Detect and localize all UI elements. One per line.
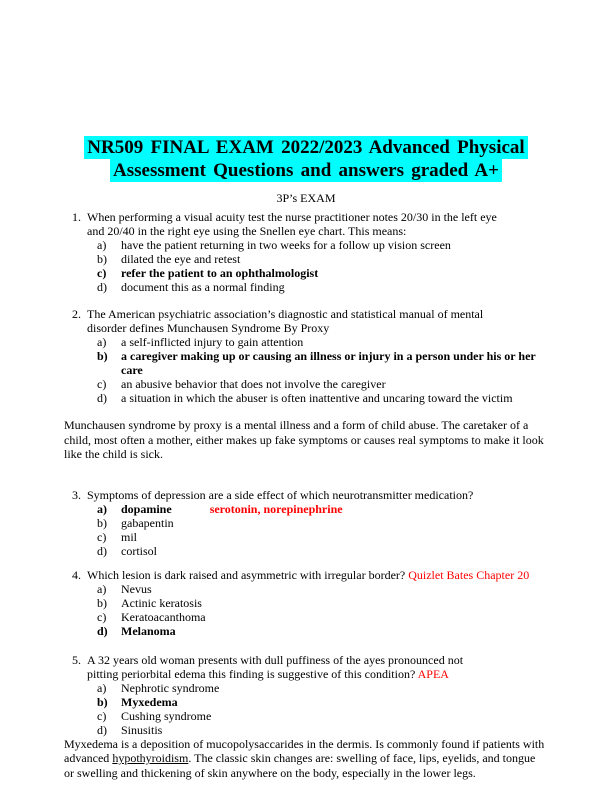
option-text: Myxedema [121, 694, 178, 709]
question-4-option-d-answer [64, 624, 548, 638]
question-3-option-b [64, 516, 548, 530]
answer-annotation-red: serotonin, norepinephrine [209, 501, 343, 516]
option-text: mil [121, 529, 138, 544]
option-letter: b) [97, 349, 108, 363]
option-text: a situation in which the abuser is often inattentive and uncaring toward the victim [121, 391, 513, 405]
option-text: dopamine [121, 501, 172, 516]
question-3-number: 3. [72, 487, 81, 502]
option-text: refer the patient to an ophthalmologist [121, 266, 319, 280]
option-letter: a) [97, 501, 107, 516]
option-letter: a) [97, 335, 107, 349]
question-2-option-b-answer [64, 349, 548, 377]
question-2 [64, 307, 548, 405]
option-text: Keratoacanthoma [121, 609, 206, 624]
question-3-option-c [64, 530, 548, 544]
option-text: Actinic keratosis [121, 595, 202, 610]
option-letter: a) [97, 238, 107, 252]
question-5-text-line1: A 32 years old woman presents with dull puffiness of the ayes pronounced not [87, 652, 464, 667]
question-5-text-line2: pitting periorbital edema this finding is suggestive of this condition? [87, 666, 416, 681]
option-text: Nevus [121, 581, 152, 596]
option-text: have the patient returning in two weeks for a follow up vision screen [121, 238, 451, 252]
question-4-stem [64, 568, 548, 582]
question-3-option-d [64, 544, 548, 558]
question-1-text-line1: When performing a visual acuity test the nurse practitioner notes 20/30 in the left eye [87, 210, 497, 224]
source-annotation-red: Quizlet Bates Chapter 20 [408, 567, 530, 582]
question-4 [64, 568, 548, 638]
question-4-option-c [64, 610, 548, 624]
question-1-stem [64, 210, 548, 238]
question-1-text-line2: and 20/40 in the right eye using the Snellen eye chart. This means: [87, 224, 407, 238]
option-letter: d) [97, 391, 107, 405]
question-5 [64, 653, 548, 737]
exam-title-text: NR509 FINAL EXAM 2022/2023 Advanced Physical Assessment Questions and answers graded A+ [84, 136, 527, 182]
option-letter: b) [97, 515, 107, 530]
question-3 [64, 488, 548, 558]
option-letter: a) [97, 680, 107, 695]
option-letter: b) [97, 694, 108, 709]
option-text: a self-inflicted injury to gain attention [121, 335, 304, 349]
exam-subtitle: 3P’s EXAM [276, 191, 336, 205]
question-4-option-b [64, 596, 548, 610]
question-5-number: 5. [72, 652, 81, 667]
question-1-option-c-answer [64, 266, 548, 280]
option-letter: b) [97, 595, 107, 610]
source-annotation-red: APEA [417, 666, 449, 681]
question-1 [64, 210, 548, 294]
question-2-option-d [64, 391, 548, 405]
note-myxedema-underlined-term: hypothyroidism [112, 751, 189, 765]
question-4-option-a [64, 582, 548, 596]
option-letter: c) [97, 529, 107, 544]
question-2-option-c [64, 377, 548, 391]
question-2-text-line1: The American psychiatric association’s diagnostic and statistical manual of mental [87, 307, 484, 321]
option-text: gabapentin [121, 515, 174, 530]
question-5-option-a [64, 681, 548, 695]
option-text: cortisol [121, 543, 157, 558]
question-1-number: 1. [72, 210, 81, 224]
note-myxedema-part1: Myxedema is a deposition of mucopolysaccarides in the dermis. Is commonly found if patients with advanced [64, 736, 545, 765]
option-letter: d) [97, 280, 107, 294]
question-2-text-line2: disorder defines Munchausen Syndrome By Proxy [87, 321, 330, 335]
option-text: Nephrotic syndrome [121, 680, 220, 695]
question-2-stem [64, 307, 548, 335]
option-letter: a) [97, 581, 107, 596]
note-munchausen: Munchausen syndrome by proxy is a mental illness and a form of child abuse. The caretaker of a child, most often a mother, either makes up fake symptoms or causes real symptoms to make it look like the child is sick. [64, 418, 544, 461]
question-3-text-line1: Symptoms of depression are a side effect of which neurotransmitter medication? [87, 487, 474, 502]
question-3-option-a-answer [64, 502, 548, 516]
question-5-option-b-answer [64, 695, 548, 709]
option-letter: d) [97, 543, 107, 558]
question-2-number: 2. [72, 307, 81, 321]
question-1-option-a [64, 238, 548, 252]
note-myxedema-part2: . The classic skin changes are: swelling of face, lips, eyelids, and tongue or swelling and thickening of skin anywhere on the body, especially in the lower legs. [64, 751, 536, 780]
option-letter: c) [97, 377, 107, 391]
option-letter: d) [97, 722, 107, 737]
option-text: Sinusitis [121, 722, 163, 737]
question-4-text-line1: Which lesion is dark raised and asymmetric with irregular border? [87, 567, 406, 582]
question-1-option-b [64, 252, 548, 266]
question-5-option-d [64, 723, 548, 737]
option-text: an abusive behavior that does not involve the caregiver [121, 377, 386, 391]
option-letter: c) [97, 266, 107, 280]
option-text: dilated the eye and retest [121, 252, 241, 266]
question-2-option-a [64, 335, 548, 349]
exam-title [76, 136, 536, 182]
question-1-option-d [64, 280, 548, 294]
option-text: Melanoma [121, 623, 176, 638]
question-5-stem [64, 653, 548, 681]
question-3-stem [64, 488, 548, 502]
option-text: document this as a normal finding [121, 280, 285, 294]
option-letter: c) [97, 609, 107, 624]
note-myxedema [64, 737, 548, 781]
option-letter: c) [97, 708, 107, 723]
question-4-number: 4. [72, 567, 81, 582]
option-letter: d) [97, 623, 108, 638]
option-text: Cushing syndrome [121, 708, 212, 723]
option-letter: b) [97, 252, 107, 266]
question-5-option-c [64, 709, 548, 723]
option-text: a caregiver making up or causing an illness or injury in a person under his or her care [121, 349, 536, 377]
